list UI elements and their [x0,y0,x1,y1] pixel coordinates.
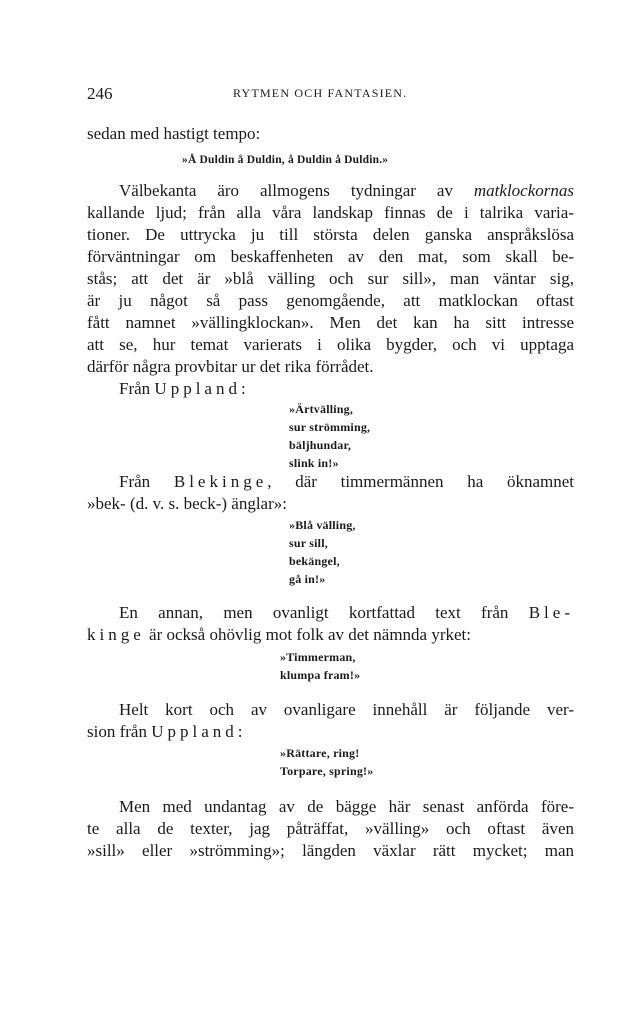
blekinge2-text-rest: är också ohövlig mot folk av det nämnda yrket: [144,625,472,644]
verse-line: »Rättare, ring! [280,746,360,760]
verse-line: »Ärtvälling, [289,402,354,416]
timmerman-verse [280,648,360,684]
para1-line-1 [87,180,574,202]
verse-line: gå in!» [289,572,326,586]
blekinge-place: Blekinge [173,472,268,491]
page-header [87,84,574,104]
duldin-quote: »Å Duldin å Duldin, å Duldin å Duldin.» [182,154,389,166]
verse-line: sur strömming, [289,420,371,434]
uppland-lead [87,378,574,400]
running-head: RYTMEN OCH FANTASIEN. [233,86,408,100]
intro-line: sedan med hastigt tempo: [87,124,261,143]
blekinge-text-rest: , där timmermännen ha öknamnet [267,472,574,491]
para1-line-9: därför några provbitar ur det rika förrådet. [87,357,374,376]
blekinge2-line-2 [87,624,574,646]
para1-text: Välbekanta äro allmogens tydningar av [119,181,474,200]
para1-line-2: kallande ljud; från alla våra landskap finnas de i talrika varia- [87,203,574,222]
blekinge-text: Från [119,472,174,491]
last-para-line-1: Men med undantag av de bägge här senast anförda före- [119,797,574,816]
para1-line-4: förväntningar om beskaffenheten av den mat, som skall be- [87,247,574,266]
para1-line-8: att se, hur temat varierats i olika bygder, och vi upptaga [87,335,574,354]
last-para-line-3: »sill» eller »strömming»; längden växlar rätt mycket; man [87,841,574,860]
uppland-lead-colon: : [240,379,246,398]
page-number: 246 [87,84,113,103]
uppland2-place: Uppland [151,722,238,741]
blekinge2-place-part: Ble- [528,603,574,622]
verse-line: sur sill, [289,536,328,550]
rattare-verse [280,744,373,780]
verse-line: bäljhundar, [289,438,352,452]
para1-line-3: tioner. De uttrycka ju till största delen ganska anspråkslösa [87,225,574,244]
blekinge2-place-rest: kinge [87,625,145,644]
para1-line-7: fått namnet »vällingklockan». Men det kan ha sitt intresse [87,313,574,332]
blekinge2-text: En annan, men ovanligt kortfattad text från [119,603,529,622]
uppland-lead-text: Från [119,379,155,398]
verse-line: Torpare, spring!» [280,764,374,778]
blekinge-verse [289,516,356,588]
uppland-place: Uppland [154,379,241,398]
para1-line-6: är ju något så pass genomgående, att matklockan oftast [87,291,574,310]
blekinge-line-1 [87,471,574,493]
uppland-verse [289,400,370,472]
verse-line: »Blå välling, [289,518,356,532]
verse-line: slink in!» [289,456,339,470]
uppland2-line-2 [87,721,574,743]
verse-line: »Timmerman, [280,650,356,664]
last-para-line-2: te alla de texter, jag påträffat, »välling» och oftast även [87,819,574,838]
verse-line: klumpa fram!» [280,668,361,682]
blekinge2-line-1 [87,602,574,624]
verse-line: bekängel, [289,554,340,568]
uppland2-line-1: Helt kort och av ovanligare innehåll är följande ver- [119,700,574,719]
uppland2-text: sion från [87,722,152,741]
matklockornas-term: matklockornas [473,181,574,200]
para1-line-5: stås; att det är »blå välling och sur sill», man väntar sig, [87,269,574,288]
uppland2-colon: : [237,722,243,741]
blekinge-line-2: »bek- (d. v. s. beck-) änglar»: [87,494,287,513]
